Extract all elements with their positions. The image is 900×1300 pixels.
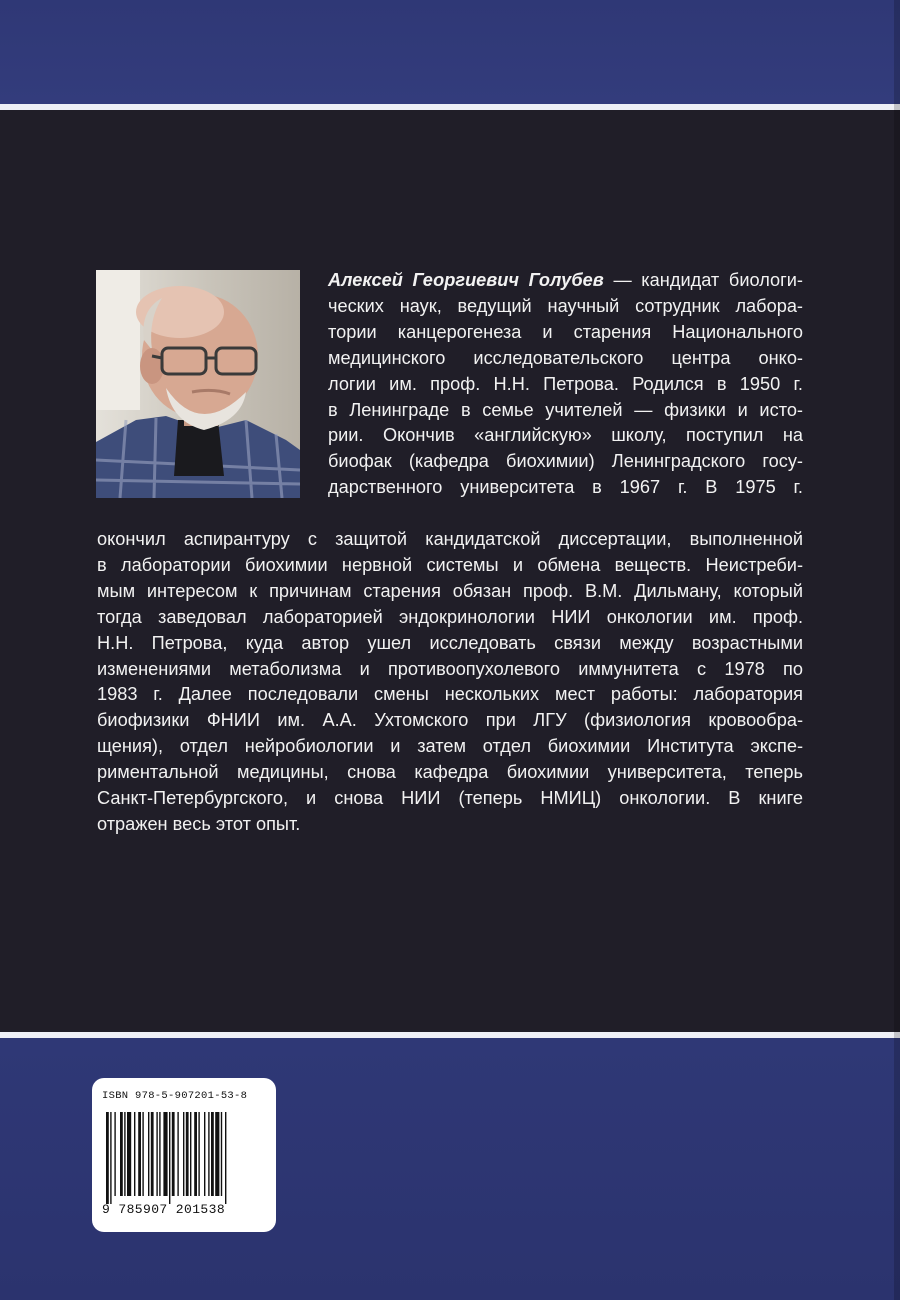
bio-line-11: мым интересом к причинам старения обязан проф. В.М. Дильману, который xyxy=(97,580,803,601)
author-photo xyxy=(96,270,300,498)
bio-line-20: отражен весь этот опыт. xyxy=(97,813,301,834)
isbn-label: ISBN 978-5-907201-53-8 xyxy=(102,1090,248,1102)
barcode-graphic xyxy=(106,1112,262,1204)
bio-line-13: Н.Н. Петрова, куда автор ушел исследовать связи между возрастными xyxy=(97,632,803,653)
bio-line-3: медицинского исследовательского центра онко- xyxy=(328,347,803,368)
bio-line-1: ческих наук, ведущий научный сотрудник лабора- xyxy=(328,295,803,316)
bio-line-0: Алексей Георгиевич Голубев — кандидат биологи- xyxy=(328,270,803,290)
bio-line-18: риментальной медицины, снова кафедра биохимии университета, теперь xyxy=(97,762,803,783)
author-name: Алексей Георгиевич Голубев xyxy=(328,270,604,290)
bio-line-14: изменениями метаболизма и противоопухолевого иммунитета с 1978 по xyxy=(97,658,803,679)
bio-full-block xyxy=(97,527,803,838)
bio-line-7: биофак (кафедра биохимии) Ленинградского госу- xyxy=(328,451,803,472)
bio-line-4: логии им. проф. Н.Н. Петрова. Родился в 1950 г. xyxy=(328,373,803,394)
bio-line-9: окончил аспирантуру с защитой кандидатской диссертации, выполненной xyxy=(97,529,803,549)
isbn-barcode-box xyxy=(92,1078,276,1232)
bio-line-10: в лаборатории биохимии нервной системы и обмена веществ. Неистреби- xyxy=(97,554,803,575)
bio-line-2: тории канцерогенеза и старения Национального xyxy=(328,321,803,342)
barcode-digits: 9 785907 201538 xyxy=(102,1202,226,1217)
bio-line-6: рии. Окончив «английскую» школу, поступил на xyxy=(328,425,803,446)
bio-line-5: в Ленинграде в семье учителей — физики и исто- xyxy=(328,399,803,420)
cover-top-band xyxy=(0,0,900,104)
bio-line-15: 1983 г. Далее последовали смены нескольких мест работы: лаборатория xyxy=(97,684,803,705)
bio-line-17: щения), отдел нейробиологии и затем отдел биохимии Института экспе- xyxy=(97,736,803,757)
bio-line-12: тогда заведовал лабораторией эндокринологии НИИ онкологии им. проф. xyxy=(97,606,803,627)
bio-line-16: биофизики ФНИИ им. А.А. Ухтомского при ЛГУ (физиология кровообра- xyxy=(97,710,803,731)
cover-edge-shadow xyxy=(894,0,900,1300)
bio-line-19: Санкт-Петербургского, и снова НИИ (теперь НМИЦ) онкологии. В книге xyxy=(97,788,803,809)
bio-line-8: дарственного университета в 1967 г. В 1975 г. xyxy=(328,477,803,498)
bio-wrap-block xyxy=(328,268,803,501)
